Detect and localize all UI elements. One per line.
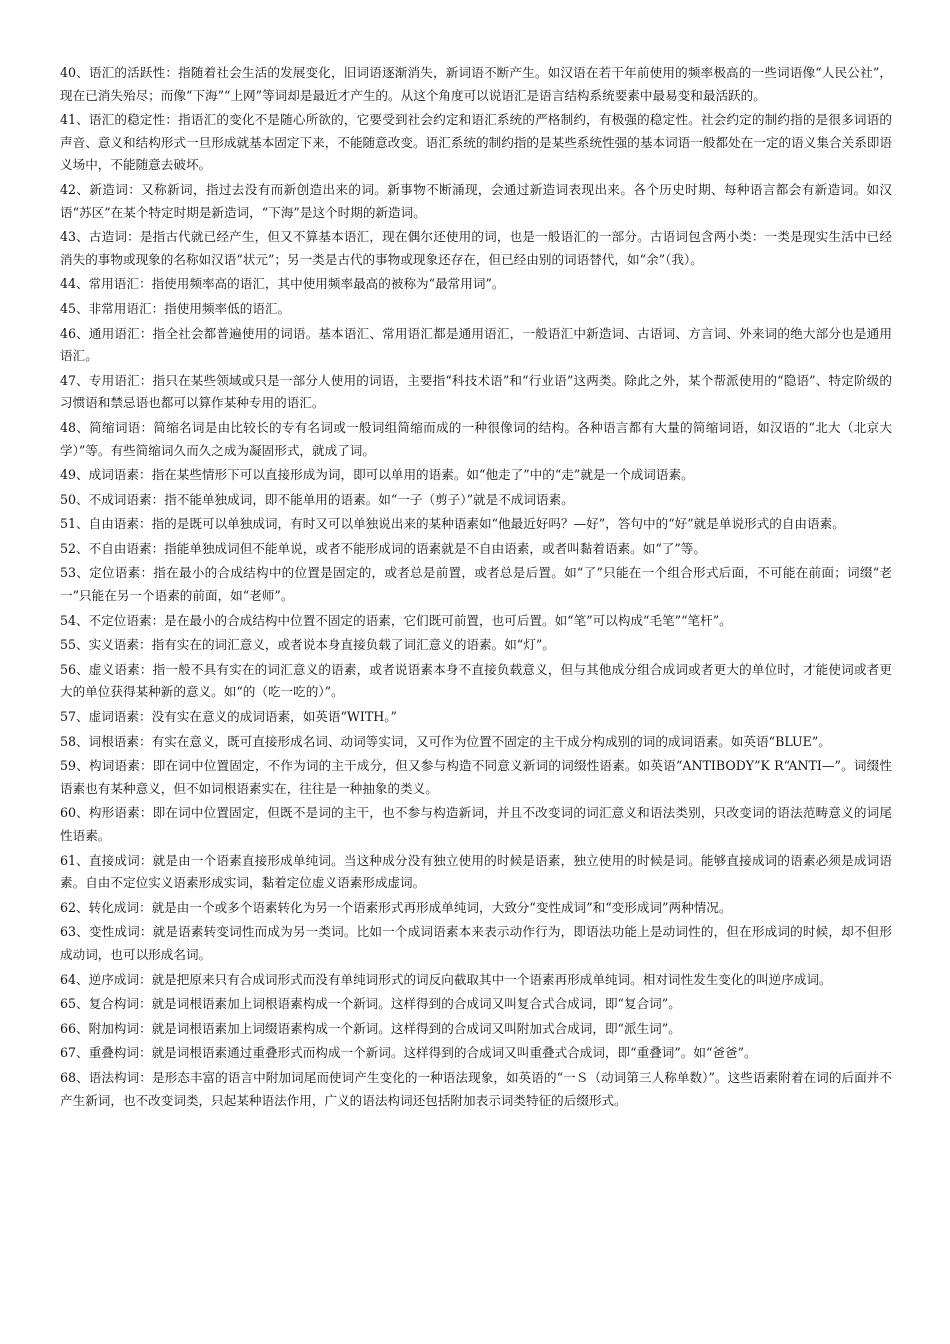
term-entry-42: 42、新造词：又称新词，指过去没有而新创造出来的词。新事物不断涌现，会通过新造词表现出来。各个历史时期、每种语言都会有新造词。如汉语“苏区”在某个特定时期是新造词，“下海”是这个时期的新造词。 — [60, 181, 892, 220]
term-entry-40: 40、语汇的活跃性：指随着社会生活的发展变化，旧词语逐渐消失，新词语不断产生。如汉语在若干年前使用的频率极高的一些词语像“人民公社”，现在已消失殆尽；而像“下海”“上网”等词却是最近才产生的。从这个角度可以说语汇是语言结构系统要素中最易变和最活跃的。 — [60, 65, 892, 103]
term-entry-57: 57、虚词语素：没有实在意义的成词语素，如英语“WITH。” — [60, 709, 397, 725]
term-entry-61: 61、直接成词：就是由一个语素直接形成单纯词。当这种成分没有独立使用的时候是语素，独立使用的时候是词。能够直接成词的语素必须是成词语素。自由不定位实义语素形成实词，黏着定位虚义语素形成虚词。 — [60, 852, 892, 891]
term-entry-41: 41、语汇的稳定性：指语汇的变化不是随心所欲的，它要受到社会约定和语汇系统的严格制约，有极强的稳定性。社会约定的制约指的是很多词语的声音、意义和结构形式一旦形成就基本固定下来，不能随意改变。语汇系统的制约指的是某些系统性强的基本词语一般都处在一定的语义集合关系即语义场中，不能随意去破坏。 — [60, 112, 892, 173]
term-entry-68: 68、语法构词：是形态丰富的语言中附加词尾而使词产生变化的一种语法现象，如英语的“一Ｓ（动词第三人称单数）”。这些语素附着在词的后面并不产生新词，也不改变词类，只起某种语法作用，广义的语法构词还包括附加表示词类特征的后缀形式。 — [60, 1069, 892, 1108]
term-entry-64: 64、逆序成词：就是把原来只有合成词形式而没有单纯词形式的词反向截取其中一个语素再形成单纯词。相对词性发生变化的叫逆序成词。 — [60, 971, 832, 987]
term-entry-52: 52、不自由语素：指能单独成词但不能单说，或者不能形成词的语素就是不自由语素，或者叫黏着语素。如“了”等。 — [60, 540, 706, 556]
term-entry-59: 59、构词语素：即在词中位置固定，不作为词的主干成分，但又参与构造不同意义新词的词缀性语素。如英语“ANTIBODY”K R“ANTI—”。词缀性语素也有某种意义，但不如词根语素实在，往往是一种抽象的类义。 — [60, 758, 892, 796]
term-entry-56: 56、虚义语素：指一般不具有实在的词汇意义的语素，或者说语素本身不直接负载意义，但与其他成分组合成词或者更大的单位时，才能使词或者更大的单位获得某种新的意义。如“的（吃一吃的）”。 — [60, 661, 892, 700]
term-entry-54: 54、不定位语素：是在最小的合成结构中位置不固定的语素，它们既可前置，也可后置。如“笔”可以构成“毛笔”“笔杆”。 — [60, 612, 732, 628]
term-entry-48: 48、简缩词语：简缩名词是由比较长的专有名词或一般词组简缩而成的一种很像词的结构。各种语言都有大量的简缩词语，如汉语的“北大（北京大学）”等。有些简缩词久而久之成为凝固形式，就成了词。 — [60, 419, 892, 458]
term-entry-50: 50、不成词语素：指不能单独成词，即不能单用的语素。如“一子（剪子）”就是不成词语素。 — [60, 491, 574, 507]
term-entry-51: 51、自由语素：指的是既可以单独成词，有时又可以单独说出来的某种语素如“他最近好吗？—好”，答句中的“好”就是单说形式的自由语素。 — [60, 516, 845, 532]
term-entry-44: 44、常用语汇：指使用频率高的语汇，其中使用频率最高的被称为“最常用词”。 — [60, 276, 505, 292]
term-entry-53: 53、定位语素：指在最小的合成结构中的位置是固定的，或者总是前置，或者总是后置。如“了”只能在一个组合形式后面，不可能在前面；词缀“老一”只能在另一个语素的前面，如“老师”。 — [60, 565, 892, 604]
term-entry-66: 66、附加构词：就是词根语素加上词缀语素构成一个新词。这样得到的合成词又叫附加式合成词，即“派生词”。 — [60, 1020, 681, 1036]
term-entry-49: 49、成词语素：指在某些情形下可以直接形成为词，即可以单用的语素。如“他走了”中的“走”就是一个成词语素。 — [60, 467, 694, 483]
term-entry-58: 58、词根语素：有实在意义，既可直接形成名词、动词等实词，又可作为位置不固定的主干成分构成别的词的成词语素。如英语“BLUE”。 — [60, 733, 831, 749]
term-entry-43: 43、古造词：是指古代就已经产生，但又不算基本语汇，现在偶尔还使用的词，也是一般语汇的一部分。古语词包含两小类：一类是现实生活中已经消失的事物或现象的名称如汉语“状元”；另一类是古代的事物或现象还存在，但已经由别的词语替代，如“余”（我）。 — [60, 229, 892, 267]
term-entry-67: 67、重叠构词：就是词根语素通过重叠形式而构成一个新词。这样得到的合成词又叫重叠式合成词，即“重叠词”。如“爸爸”。 — [60, 1045, 757, 1061]
term-entry-65: 65、复合构词：就是词根语素加上词根语素构成一个新词。这样得到的合成词又叫复合式合成词，即“复合词”。 — [60, 996, 681, 1012]
term-entry-60: 60、构形语素：即在词中位置固定，但既不是词的主干，也不参与构造新词，并且不改变词的词汇意义和语法类别，只改变词的语法范畴意义的词尾性语素。 — [60, 805, 892, 843]
term-entry-47: 47、专用语汇：指只在某些领域或只是一部分人使用的词语，主要指“科技术语”和“行业语”这两类。除此之外，某个帮派使用的“隐语”、特定阶级的习惯语和禁忌语也都可以算作某种专用的语汇。 — [60, 372, 892, 411]
term-entry-63: 63、变性成词：就是语素转变词性而成为另一类词。比如一个成词语素本来表示动作行为，即语法功能上是动词性的，但在形成词的时候，却不但形成动词，也可以形成名词。 — [60, 924, 892, 962]
term-entry-55: 55、实义语素：指有实在的词汇意义，或者说本身直接负载了词汇意义的语素。如“灯”。 — [60, 637, 555, 653]
term-entry-45: 45、非常用语汇：指使用频率低的语汇。 — [60, 300, 291, 316]
term-entry-62: 62、转化成词：就是由一个或多个语素转化为另一个语素形式再形成单纯词，大致分“变性成词”和“变形成词”两种情况。 — [60, 899, 732, 915]
term-entry-46: 46、通用语汇：指全社会都普遍使用的词语。基本语汇、常用语汇都是通用语汇，一般语汇中新造词、古语词、方言词、外来词的绝大部分也是通用语汇。 — [60, 325, 892, 364]
